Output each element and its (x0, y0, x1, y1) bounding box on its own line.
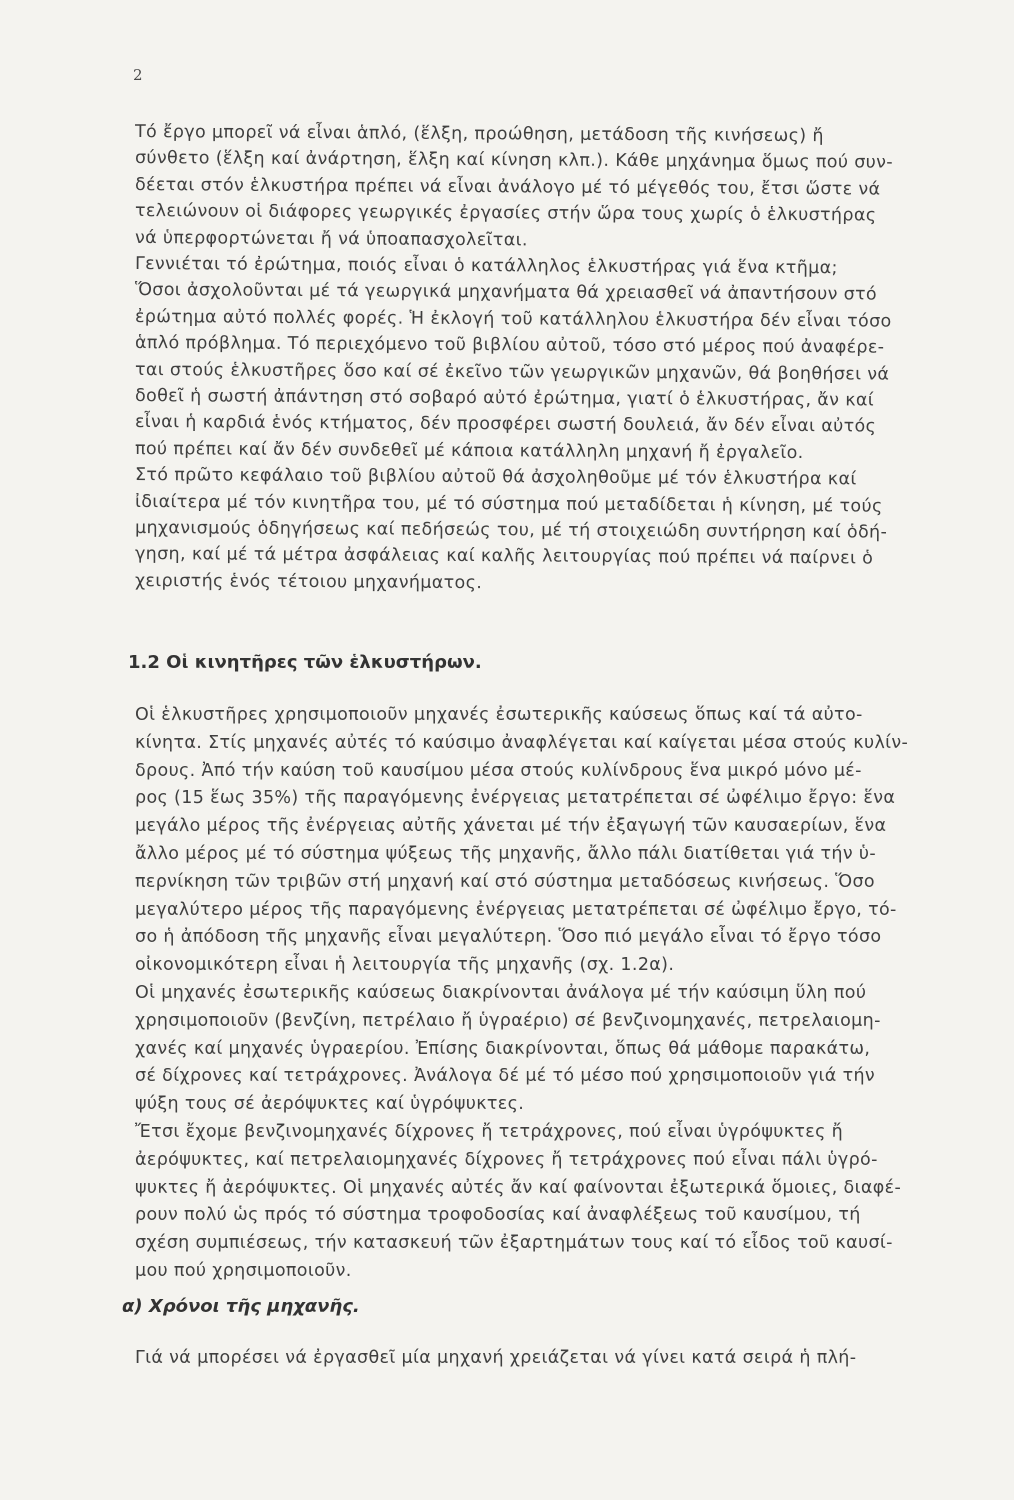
text-line: Οἱ ἑλκυστῆρες χρησιμοποιοῦν μηχανές ἐσωτερικῆς καύσεως ὅπως καί τά αὐτο- (135, 705, 863, 725)
text-line: γηση, καί μέ τά μέτρα ἀσφάλειας καί καλῆς λειτουργίας πού πρέπει νά παίρνει ὁ (134, 544, 874, 569)
text-line: πού πρέπει καί ἄν δέν συνδεθεῖ μέ κάποια κατάλληλη μηχανή ἤ ἐργαλεῖο. (134, 438, 804, 463)
text-line: ἀερόψυκτες, καί πετρελαιομηχανές δίχρονες ἤ τετράχρονες πού εἶναι πάλι ὑγρό- (135, 1149, 878, 1170)
page-number: 2 (133, 66, 143, 84)
text-line: ται στούς ἑλκυστῆρες ὅσο καί σέ ἐκεῖνο τῶν γεωργικῶν μηχανῶν, θά βοηθήσει νά (134, 359, 890, 385)
text-line: ἐρώτημα αὐτό πολλές φορές. Ἡ ἐκλογή τοῦ κατάλληλου ἑλκυστήρα δέν εἶναι τόσο (134, 306, 892, 332)
text-line: σέ δίχρονες καί τετράχρονες. Ἀνάλογα δέ μέ τό μέσο πού χρησιμοποιοῦν γιά τήν (135, 1066, 876, 1087)
text-line: χειριστής ἑνός τέτοιου μηχανήματος. (134, 570, 483, 593)
subsection-heading: α) Χρόνοι τῆς μηχανῆς. (122, 1296, 360, 1317)
text-line: δοθεῖ ἡ σωστή ἀπάντηση στό σοβαρό αὐτό ἐρώτημα, γιατί ὁ ἑλκυστήρας, ἄν καί (134, 386, 875, 411)
text-line: μεγαλύτερο μέρος τῆς παραγόμενης ἐνέργειας μετατρέπεται σέ ὠφέλιμο ἔργο, τό- (135, 899, 897, 920)
text-line: τελειώνουν οἱ διάφορες γεωργικές ἐργασίες στήν ὥρα τους χωρίς ὁ ἑλκυστήρας (134, 201, 877, 226)
text-line: Ὅσοι ἀσχολοῦνται μέ τά γεωργικά μηχανήματα θά χρειασθεῖ νά ἀπαντήσουν στό (134, 280, 878, 305)
text-line: Ἔτσι ἔχομε βενζινομηχανές δίχρονες ἤ τετράχρονες, πού εἶναι ὑγρόψυκτες ἤ (135, 1122, 844, 1142)
text-line: Γιά νά μπορέσει νά ἐργασθεῖ μία μηχανή χρειάζεται νά γίνει κατά σειρά ἡ πλή- (135, 1348, 857, 1368)
text-line: ἰδιαίτερα μέ τόν κινητῆρα του, μέ τό σύστημα πού μεταδίδεται ἡ κίνηση, μέ τούς (134, 491, 883, 517)
text-line: δρους. Ἀπό τήν καύση τοῦ καυσίμου μέσα στούς κυλίνδρους ἕνα μικρό μόνο μέ- (135, 760, 862, 781)
text-line: Στό πρῶτο κεφάλαιο τοῦ βιβλίου αὐτοῦ θά ἀσχοληθοῦμε μέ τόν ἑλκυστήρα καί (134, 465, 857, 490)
text-line: σχέση συμπιέσεως, τήν κατασκευή τῶν ἐξαρτημάτων τους καί τό εἶδος τοῦ καυσί- (135, 1233, 893, 1254)
text-line: περνίκηση τῶν τριβῶν στή μηχανή καί στό σύστημα μεταδόσεως κινήσεως. Ὅσο (135, 871, 875, 892)
text-line: σο ἡ ἀπόδοση τῆς μηχανῆς εἶναι μεγαλύτερη. Ὅσο πιό μεγάλο εἶναι τό ἔργο τόσο (135, 927, 882, 948)
text-line: δέεται στόν ἑλκυστήρα πρέπει νά εἶναι ἀνάλογο μέ τό μέγεθός του, ἔτσι ὥστε νά (134, 174, 881, 200)
text-line: χανές καί μηχανές ὑγραερίου. Ἐπίσης διακρίνονται, ὅπως θά μάθομε παρακάτω, (135, 1038, 871, 1059)
text-line: μηχανισμούς ὁδηγήσεως καί πεδήσεώς του, μέ τή στοιχειώδη συντήρηση καί ὁδή- (134, 518, 888, 543)
text-line: οἰκονομικότερη εἶναι ἡ λειτουργία τῆς μηχανῆς (σχ. 1.2α). (135, 955, 675, 976)
text-line: Οἱ μηχανές ἐσωτερικῆς καύσεως διακρίνονται ἀνάλογα μέ τήν καύσιμη ὕλη πού (135, 983, 867, 1003)
text-line: Γεννιέται τό ἐρώτημα, ποιός εἶναι ὁ κατάλληλος ἑλκυστήρας γιά ἕνα κτῆμα; (134, 254, 838, 279)
text-line: κίνητα. Στίς μηχανές αὐτές τό καύσιμο ἀναφλέγεται καί καίγεται μέσα στούς κυλίν- (135, 732, 909, 753)
text-line: Τό ἔργο μπορεῖ νά εἶναι ἁπλό, (ἕλξη, προώθηση, μετάδοση τῆς κινήσεως) ἤ (134, 122, 824, 147)
text-line: ρουν πολύ ὡς πρός τό σύστημα τροφοδοσίας καί ἀναφλέξεως τοῦ καυσίμου, τή (135, 1205, 861, 1226)
text-line: ἄλλο μέρος μέ τό σύστημα ψύξεως τῆς μηχανῆς, ἄλλο πάλι διατίθεται γιά τήν ὑ- (135, 844, 877, 864)
text-line: μου πού χρησιμοποιοῦν. (135, 1261, 352, 1281)
text-line: νά ὑπερφορτώνεται ἤ νά ὑποαπασχολεῖται. (134, 227, 528, 250)
text-line: ψύξη τους σέ ἀερόψυκτες καί ὑγρόψυκτες. (135, 1094, 525, 1115)
section-heading: 1.2 Οἱ κινητῆρες τῶν ἑλκυστήρων. (128, 652, 482, 673)
text-line: μεγάλο μέρος τῆς ἐνέργειας αὐτῆς χάνεται μέ τήν ἐξαγωγή τῶν καυσαερίων, ἕνα (135, 816, 887, 837)
text-line: χρησιμοποιοῦν (βενζίνη, πετρέλαιο ἤ ὑγραέριο) σέ βενζινομηχανές, πετρελαιομη- (135, 1010, 881, 1031)
text-line: ρος (15 ἕως 35%) τῆς παραγόμενης ἐνέργειας μετατρέπεται σέ ὠφέλιμο ἔργο: ἕνα (135, 788, 896, 809)
text-line: εἶναι ἡ καρδιά ἑνός κτήματος, δέν προσφέρει σωστή δουλειά, ἄν δέν εἶναι αὐτός (134, 412, 877, 437)
text-line: ψυκτες ἤ ἀερόψυκτες. Οἱ μηχανές αὐτές ἄν καί φαίνονται ἐξωτερικά ὅμοιες, διαφέ- (135, 1177, 902, 1198)
text-line: ἁπλό πρόβλημα. Τό περιεχόμενο τοῦ βιβλίου αὐτοῦ, τόσο στό μέρος πού ἀναφέρε- (134, 333, 885, 358)
text-line: σύνθετο (ἕλξη καί ἀνάρτηση, ἕλξη καί κίνηση κλπ.). Κάθε μηχάνημα ὅμως πού συν- (134, 148, 894, 174)
